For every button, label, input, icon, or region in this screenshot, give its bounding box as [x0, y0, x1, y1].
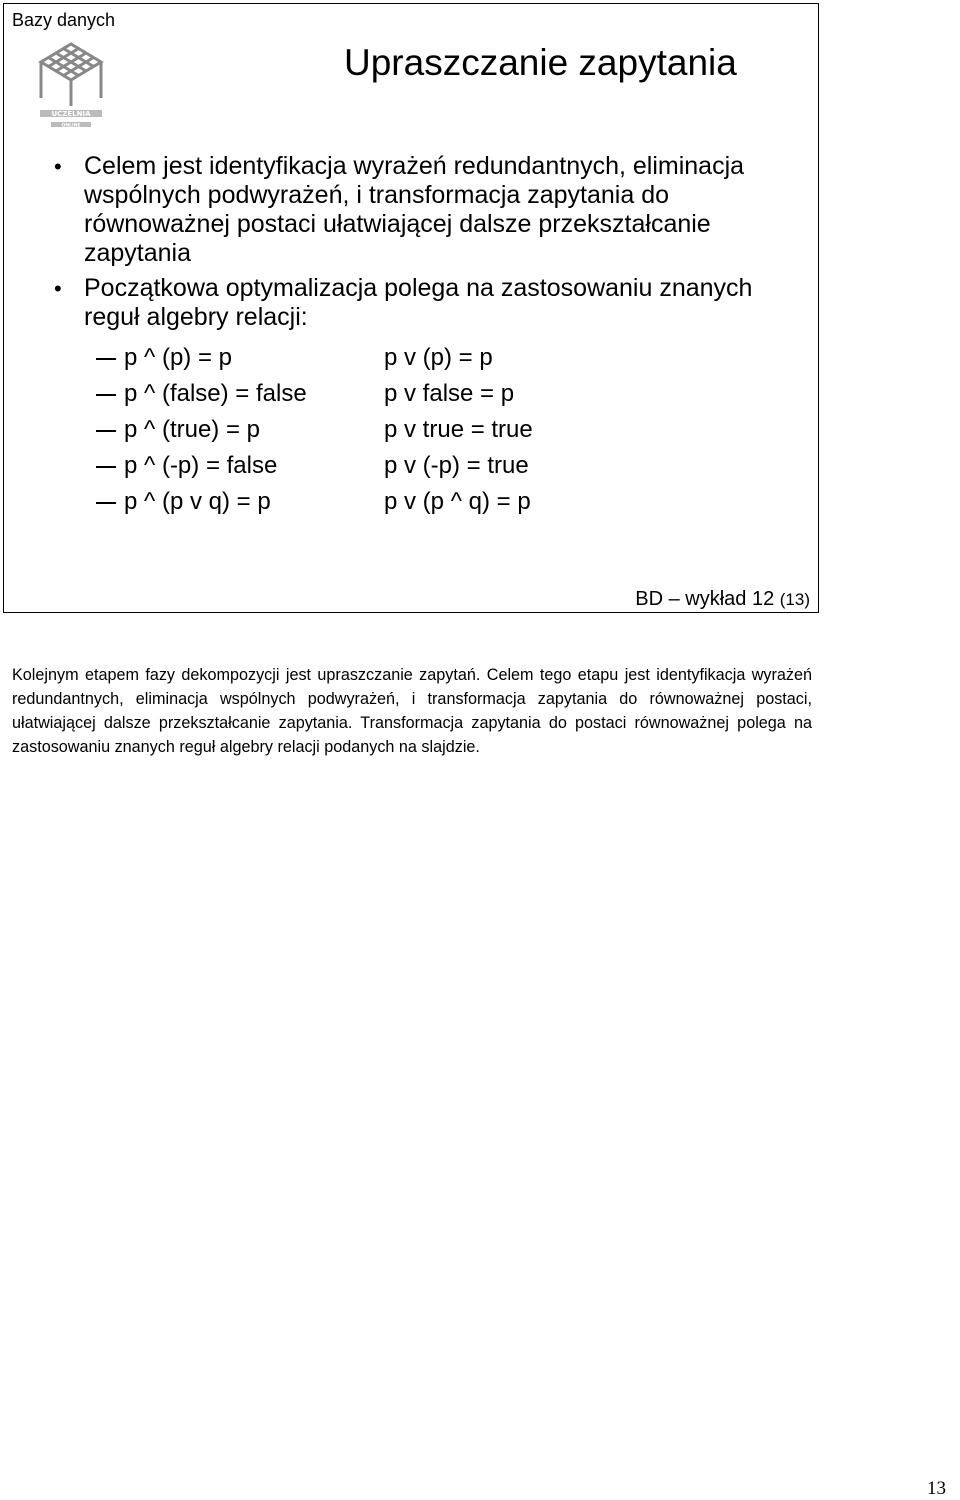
lecture-notes: Kolejnym etapem fazy dekompozycji jest upraszczanie zapytań. Celem tego etapu jest identyfikacja wyrażeń redundantnych, eliminacja wspólnych podwyrażeń, i transformacja zapytania do równoważnej postaci, ułatwiającej dalsze przekształcanie zapytania. Transformacja zapytania do postaci równoważnej polega na zastosowaniu znanych reguł algebry relacji podanych na slajdzie. — [12, 666, 812, 756]
rule-disjunction: p v (p) = p — [384, 344, 493, 371]
dash-icon — [96, 466, 116, 468]
bullet-dot-icon: • — [54, 276, 62, 301]
course-label: Bazy danych — [12, 10, 116, 30]
slide-number: (13) — [779, 590, 810, 609]
logo-text-line2: ONLINE — [61, 123, 81, 129]
rule-conjunction: p ^ (-p) = false — [124, 452, 278, 479]
rule-conjunction: p ^ (true) = p — [124, 416, 260, 443]
lecture-label: BD – wykład 12 — [635, 588, 775, 610]
slide-footer — [635, 588, 810, 611]
bullet-item — [54, 274, 794, 332]
dash-icon — [96, 502, 116, 504]
page-number: 13 — [927, 1478, 946, 1499]
rule-disjunction: p v true = true — [384, 416, 533, 443]
dash-icon — [96, 394, 116, 396]
bullet-dot-icon: • — [54, 154, 62, 179]
rule-disjunction: p v false = p — [384, 380, 515, 407]
bullet-text: Celem jest identyfikacja wyrażeń redundantnych, eliminacja wspólnych podwyrażeń, i transformacja zapytania do równoważnej postaci ułatwiającej dalsze przekształcanie zapytania — [84, 152, 745, 267]
rule-conjunction: p ^ (false) = false — [124, 380, 307, 407]
rule-disjunction: p v (p ^ q) = p — [384, 488, 531, 515]
dash-icon — [96, 430, 116, 432]
university-grid-logo — [37, 40, 105, 136]
rule-conjunction: p ^ (p v q) = p — [124, 488, 271, 515]
rule-disjunction: p v (-p) = true — [384, 452, 529, 479]
bullet-list — [54, 152, 794, 338]
dash-icon — [96, 358, 116, 360]
rule-conjunction: p ^ (p) = p — [124, 344, 232, 371]
bullet-item — [54, 152, 794, 268]
logo-text-line1: UCZELNIA — [51, 110, 91, 118]
slide-title: Upraszczanie zapytania — [344, 42, 737, 83]
bullet-text: Początkowa optymalizacja polega na zastosowaniu znanych reguł algebry relacji: — [84, 274, 753, 331]
slide-frame — [3, 3, 819, 613]
